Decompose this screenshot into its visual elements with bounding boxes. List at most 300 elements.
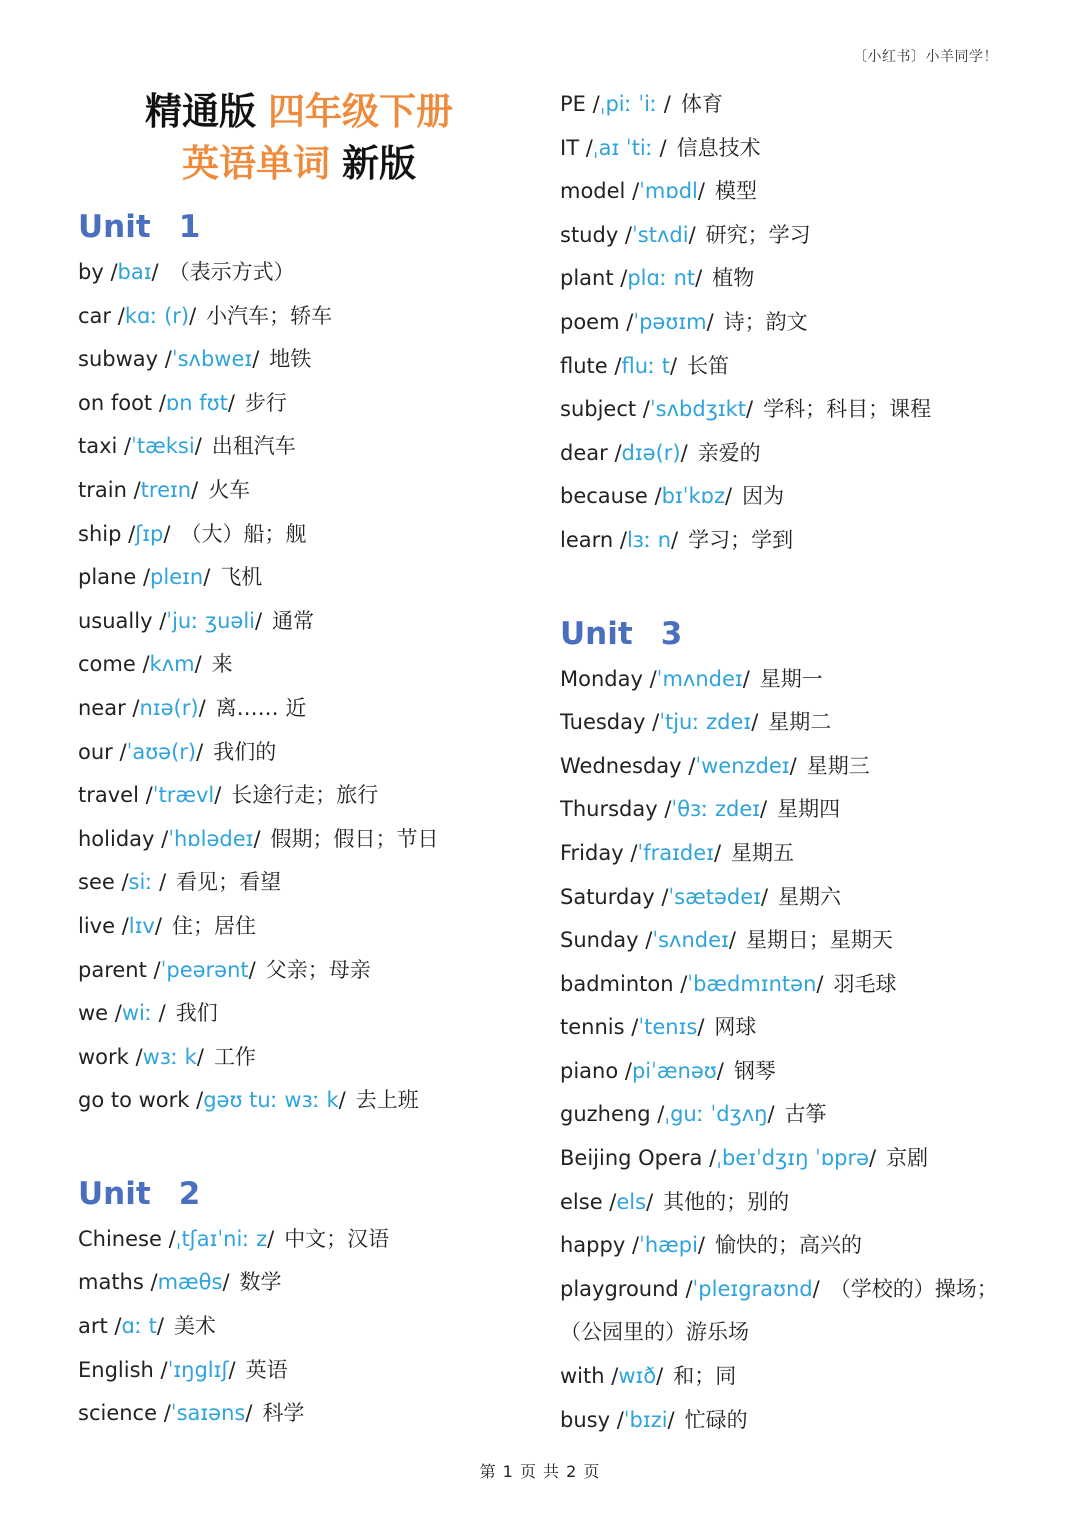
entry-word: usually bbox=[78, 608, 153, 633]
entry-meaning: 我们的 bbox=[213, 739, 277, 764]
phonetic-close-slash: / bbox=[252, 347, 260, 372]
entry-meaning: 出租汽车 bbox=[211, 434, 296, 459]
vocab-entry bbox=[78, 818, 548, 862]
phonetic-close-slash: / bbox=[214, 783, 222, 808]
entry-meaning: 长笛 bbox=[687, 353, 730, 378]
phonetic-open-slash: / bbox=[681, 753, 696, 778]
phonetic-open-slash: / bbox=[136, 565, 151, 590]
vocab-entry bbox=[78, 643, 548, 687]
vocab-entry bbox=[560, 1399, 1030, 1443]
entry-word: playground bbox=[560, 1276, 679, 1301]
entry-phonetic: ˈaʊə(r) bbox=[126, 739, 197, 764]
entry-phonetic: dɪə(r) bbox=[621, 440, 681, 465]
vocab-entry bbox=[560, 788, 1030, 832]
entry-meaning: 古筝 bbox=[784, 1102, 827, 1127]
vocab-entry bbox=[560, 170, 1030, 214]
entry-word: subject bbox=[560, 397, 637, 422]
entry-phonetic: lɪv bbox=[128, 913, 155, 938]
entry-word: poem bbox=[560, 309, 620, 334]
entry-phonetic: siː bbox=[128, 870, 160, 895]
phonetic-close-slash: / bbox=[163, 521, 171, 546]
entry-word: with bbox=[560, 1364, 605, 1389]
phonetic-open-slash: / bbox=[602, 1189, 617, 1214]
phonetic-open-slash: / bbox=[138, 783, 153, 808]
vocab-entry bbox=[560, 1181, 1030, 1225]
entry-meaning: 工作 bbox=[213, 1044, 256, 1069]
vocab-entry bbox=[560, 1137, 1030, 1181]
phonetic-open-slash: / bbox=[152, 608, 167, 633]
phonetic-open-slash: / bbox=[618, 222, 633, 247]
phonetic-close-slash: / bbox=[697, 179, 705, 204]
phonetic-close-slash: / bbox=[646, 1189, 654, 1214]
phonetic-open-slash: / bbox=[585, 92, 600, 116]
phonetic-open-slash: / bbox=[618, 1058, 632, 1083]
unit-heading bbox=[78, 1171, 548, 1218]
entry-meaning: 忙碌的 bbox=[684, 1407, 748, 1432]
vocab-entry bbox=[78, 251, 548, 295]
vocab-entry bbox=[78, 556, 548, 600]
phonetic-open-slash: / bbox=[157, 1401, 171, 1426]
entry-word: live bbox=[78, 913, 116, 938]
phonetic-close-slash: / bbox=[746, 397, 754, 422]
phonetic-close-slash: / bbox=[154, 913, 162, 938]
phonetic-open-slash: / bbox=[625, 1233, 640, 1258]
entry-phonetic: kɑː (r) bbox=[124, 303, 190, 328]
vocab-entry bbox=[78, 731, 548, 775]
entry-phonetic: piˈænəʊ bbox=[631, 1058, 717, 1083]
entry-meaning: 星期四 bbox=[777, 797, 841, 822]
entry-phonetic: ˈwenzdeɪ bbox=[695, 753, 790, 778]
entry-phonetic: lɜː n bbox=[626, 527, 672, 552]
entry-phonetic: ˌpiː ˈiː bbox=[599, 92, 664, 116]
entry-word: English bbox=[78, 1357, 154, 1382]
entry-meaning: 星期日；星期天 bbox=[745, 928, 893, 953]
phonetic-close-slash: / bbox=[697, 1233, 705, 1258]
entry-word: tennis bbox=[560, 1015, 625, 1040]
entry-word: our bbox=[78, 739, 113, 764]
entry-meaning: 星期一 bbox=[759, 666, 823, 691]
entry-phonetic: ˈtrævl bbox=[152, 783, 215, 808]
phonetic-open-slash: / bbox=[657, 797, 672, 822]
entry-word: plant bbox=[560, 266, 614, 291]
entry-word: on foot bbox=[78, 390, 153, 415]
vocab-entry bbox=[560, 832, 1030, 876]
entry-meaning: 我们 bbox=[175, 1001, 218, 1026]
entry-word: car bbox=[78, 303, 112, 328]
phonetic-close-slash: / bbox=[667, 1407, 675, 1432]
unit-label: Unit bbox=[78, 209, 151, 245]
phonetic-close-slash: / bbox=[716, 1058, 724, 1083]
entry-word: Sunday bbox=[560, 928, 639, 953]
entry-word: train bbox=[78, 477, 127, 502]
left-column bbox=[78, 204, 548, 1436]
entry-phonetic: ɑː t bbox=[121, 1314, 157, 1339]
unit-label: Unit bbox=[560, 615, 633, 652]
vocab-entry bbox=[560, 1268, 1030, 1312]
entry-meaning: 诗；韵文 bbox=[723, 309, 808, 334]
entry-phonetic: plɑː nt bbox=[627, 266, 696, 291]
entry-phonetic: gəʊ tuː wɜː k bbox=[203, 1088, 339, 1113]
entry-phonetic: ˈmʌndeɪ bbox=[656, 666, 743, 691]
vocab-entry bbox=[560, 1224, 1030, 1268]
vocab-entry bbox=[560, 963, 1030, 1007]
phonetic-close-slash: / bbox=[663, 92, 671, 116]
vocab-entry bbox=[560, 1050, 1030, 1094]
entry-meaning: 地铁 bbox=[269, 347, 312, 372]
entry-meaning: 京剧 bbox=[886, 1146, 929, 1171]
phonetic-close-slash: / bbox=[159, 870, 167, 895]
phonetic-open-slash: / bbox=[619, 309, 634, 334]
unit-label: Unit bbox=[78, 1175, 151, 1212]
entry-word: subway bbox=[78, 347, 159, 372]
phonetic-close-slash: / bbox=[789, 753, 797, 778]
entry-word: plane bbox=[78, 565, 137, 590]
phonetic-open-slash: / bbox=[636, 397, 650, 422]
entry-word: near bbox=[78, 695, 126, 720]
phonetic-close-slash: / bbox=[706, 309, 714, 334]
entry-word: science bbox=[78, 1401, 158, 1426]
phonetic-close-slash: / bbox=[245, 1401, 253, 1426]
vocab-entry bbox=[78, 1218, 548, 1262]
unit-number: 1 bbox=[178, 209, 201, 245]
phonetic-close-slash: / bbox=[728, 928, 736, 953]
entry-phonetic: treɪn bbox=[140, 477, 192, 502]
phonetic-open-slash: / bbox=[152, 390, 166, 415]
vocab-entry bbox=[78, 687, 548, 731]
phonetic-close-slash: / bbox=[194, 434, 202, 459]
entry-phonetic: ˈθɜː zdeɪ bbox=[671, 797, 761, 822]
entry-meaning: 亲爱的 bbox=[697, 440, 761, 465]
entry-phonetic: ˈsʌbweɪ bbox=[171, 347, 253, 372]
entry-meaning: 研究；学习 bbox=[705, 222, 811, 247]
phonetic-close-slash: / bbox=[713, 840, 722, 865]
entry-phonetic: ˈpleɪgraʊnd bbox=[692, 1276, 813, 1301]
phonetic-open-slash: / bbox=[623, 840, 638, 865]
entry-word: busy bbox=[560, 1407, 611, 1432]
vocab-entry bbox=[560, 745, 1030, 789]
entry-meaning: 小汽车；轿车 bbox=[206, 303, 333, 328]
entry-phonetic: ˈbædmɪntən bbox=[687, 971, 817, 996]
entry-phonetic: wɪð bbox=[618, 1364, 657, 1389]
vocab-entry bbox=[560, 1355, 1030, 1399]
phonetic-open-slash: / bbox=[112, 739, 127, 764]
entry-word: go to work bbox=[78, 1088, 190, 1113]
phonetic-open-slash: / bbox=[673, 971, 688, 996]
entry-phonetic: baɪ bbox=[117, 260, 152, 284]
entry-meaning: 模型 bbox=[714, 179, 757, 204]
phonetic-close-slash: / bbox=[695, 266, 703, 291]
entry-meaning: （学校的）操场； bbox=[829, 1276, 998, 1301]
entry-meaning: （表示方式） bbox=[168, 260, 295, 284]
phonetic-close-slash: / bbox=[194, 652, 202, 677]
vocab-entry bbox=[78, 1261, 548, 1305]
entry-word: Thursday bbox=[560, 797, 658, 822]
vocab-entry bbox=[78, 295, 548, 339]
entry-phonetic: els bbox=[616, 1189, 647, 1214]
entry-phonetic: wɜː k bbox=[142, 1044, 197, 1069]
vocab-entry bbox=[560, 1006, 1030, 1050]
vocab-entry bbox=[78, 774, 548, 818]
phonetic-close-slash: / bbox=[158, 1001, 166, 1026]
phonetic-open-slash: / bbox=[135, 652, 150, 677]
entry-word: study bbox=[560, 222, 619, 247]
entry-phonetic: ˈtjuː zdeɪ bbox=[659, 710, 752, 735]
section-spacer bbox=[78, 1123, 548, 1171]
entry-word: come bbox=[78, 652, 136, 677]
vocab-entry bbox=[78, 469, 548, 513]
entry-meaning: 钢琴 bbox=[733, 1058, 776, 1083]
phonetic-close-slash: / bbox=[191, 477, 199, 502]
entry-meaning: 美术 bbox=[173, 1314, 216, 1339]
phonetic-close-slash: / bbox=[816, 971, 824, 996]
phonetic-open-slash: / bbox=[610, 1407, 624, 1432]
vocab-entry bbox=[560, 345, 1030, 389]
entry-phonetic: ˌaɪ ˈtiː bbox=[592, 135, 660, 160]
entry-word: maths bbox=[78, 1270, 144, 1295]
entry-word: ship bbox=[78, 521, 122, 546]
vocab-entry bbox=[560, 257, 1030, 301]
phonetic-open-slash: / bbox=[625, 179, 640, 204]
entry-word: parent bbox=[78, 957, 147, 982]
phonetic-close-slash: / bbox=[697, 1015, 705, 1040]
phonetic-close-slash: / bbox=[725, 484, 733, 509]
entry-meaning: 假期；假日；节日 bbox=[270, 826, 439, 851]
phonetic-close-slash: / bbox=[760, 884, 769, 909]
entry-phonetic: nɪə(r) bbox=[139, 695, 199, 720]
section-spacer bbox=[560, 563, 1030, 611]
phonetic-open-slash: / bbox=[613, 266, 628, 291]
phonetic-open-slash: / bbox=[114, 870, 129, 895]
entry-meaning: 愉快的；高兴的 bbox=[715, 1233, 862, 1258]
page-number: 第 1 页 共 2 页 bbox=[479, 1462, 601, 1481]
entry-word: model bbox=[560, 179, 626, 204]
phonetic-open-slash: / bbox=[645, 710, 660, 735]
phonetic-close-slash: / bbox=[203, 565, 211, 590]
entry-word: dear bbox=[560, 440, 608, 465]
phonetic-close-slash: / bbox=[751, 710, 759, 735]
phonetic-open-slash: / bbox=[121, 521, 136, 546]
vocab-entry bbox=[78, 905, 548, 949]
entry-phonetic: pleɪn bbox=[150, 565, 204, 590]
vocab-entry bbox=[560, 1093, 1030, 1137]
phonetic-open-slash: / bbox=[579, 135, 593, 160]
entry-meaning: 学习；学到 bbox=[688, 527, 794, 552]
phonetic-close-slash: / bbox=[267, 1226, 275, 1251]
entry-phonetic: ɒn fʊt bbox=[165, 390, 228, 415]
entry-word: work bbox=[78, 1044, 129, 1069]
phonetic-open-slash: / bbox=[607, 353, 622, 378]
vocab-entry bbox=[78, 949, 548, 993]
entry-meaning-continued: （公园里的）游乐场 bbox=[560, 1320, 749, 1345]
entry-word: flute bbox=[560, 353, 608, 378]
vocab-entry bbox=[78, 425, 548, 469]
entry-meaning: 科学 bbox=[262, 1401, 305, 1426]
vocab-entry bbox=[560, 919, 1030, 963]
phonetic-close-slash: / bbox=[671, 527, 679, 552]
entry-word: PE bbox=[560, 92, 586, 116]
entry-phonetic: ˌtʃaɪˈniː z bbox=[175, 1226, 268, 1251]
phonetic-close-slash: / bbox=[253, 826, 261, 851]
entry-meaning: 看见；看望 bbox=[176, 870, 282, 895]
entry-meaning: 中文；汉语 bbox=[284, 1226, 390, 1251]
entry-meaning: 因为 bbox=[742, 484, 785, 509]
phonetic-open-slash: / bbox=[108, 1001, 122, 1026]
phonetic-open-slash: / bbox=[624, 1015, 639, 1040]
title-line-2 bbox=[78, 138, 520, 190]
right-column bbox=[560, 83, 1030, 1442]
entry-meaning: 星期六 bbox=[778, 884, 842, 909]
entry-meaning: （大）船；舰 bbox=[180, 521, 307, 546]
entry-phonetic: ˈhæpi bbox=[639, 1233, 698, 1258]
entry-phonetic: ˈsʌndeɪ bbox=[652, 928, 729, 953]
entry-word: Beijing Opera bbox=[560, 1146, 703, 1171]
phonetic-close-slash: / bbox=[248, 957, 256, 982]
entry-phonetic: ˈhɒlədeɪ bbox=[168, 826, 254, 851]
vocab-entry bbox=[560, 388, 1030, 432]
title-edition: 精通版 bbox=[145, 90, 256, 133]
unit-heading bbox=[560, 611, 1030, 658]
phonetic-close-slash: / bbox=[196, 739, 204, 764]
entry-phonetic: ˈpeərənt bbox=[160, 957, 249, 982]
phonetic-open-slash: / bbox=[654, 884, 669, 909]
vocab-entry bbox=[560, 127, 1030, 171]
phonetic-close-slash: / bbox=[688, 222, 696, 247]
entry-phonetic: ˌbeɪˈdʒɪŋ ˈɒprə bbox=[716, 1146, 870, 1171]
entry-meaning: 离…… 近 bbox=[215, 695, 307, 720]
entry-meaning: 去上班 bbox=[355, 1088, 419, 1113]
entry-meaning: 体育 bbox=[680, 92, 723, 116]
vocab-entry bbox=[78, 600, 548, 644]
phonetic-close-slash: / bbox=[869, 1146, 877, 1171]
entry-word: by bbox=[78, 260, 104, 284]
phonetic-open-slash: / bbox=[153, 1357, 168, 1382]
phonetic-open-slash: / bbox=[111, 303, 125, 328]
vocab-entry bbox=[560, 83, 1030, 127]
phonetic-open-slash: / bbox=[650, 1102, 665, 1127]
entry-meaning: 飞机 bbox=[220, 565, 263, 590]
phonetic-open-slash: / bbox=[117, 434, 132, 459]
vocab-entry bbox=[560, 475, 1030, 519]
entry-meaning: 其他的；别的 bbox=[663, 1189, 790, 1214]
unit-number: 2 bbox=[178, 1175, 201, 1212]
entry-phonetic: ˈtæksi bbox=[131, 434, 195, 459]
phonetic-open-slash: / bbox=[125, 695, 140, 720]
phonetic-open-slash: / bbox=[126, 477, 141, 502]
entry-word: Tuesday bbox=[560, 710, 646, 735]
entry-meaning: 住；居住 bbox=[171, 913, 256, 938]
vocab-entry bbox=[78, 513, 548, 557]
vocab-entry bbox=[78, 1392, 548, 1436]
entry-meaning: 步行 bbox=[244, 390, 287, 415]
phonetic-close-slash: / bbox=[767, 1102, 775, 1127]
phonetic-open-slash: / bbox=[638, 928, 653, 953]
entry-meaning: 星期五 bbox=[731, 840, 795, 865]
vocab-entry bbox=[560, 519, 1030, 563]
vocab-entry bbox=[560, 876, 1030, 920]
phonetic-close-slash: / bbox=[189, 303, 197, 328]
entry-phonetic: ˈsætədeɪ bbox=[668, 884, 761, 909]
vocab-entry bbox=[560, 214, 1030, 258]
phonetic-close-slash: / bbox=[680, 440, 688, 465]
vocab-entry bbox=[78, 1079, 548, 1123]
entry-phonetic: ˈbɪzi bbox=[623, 1407, 668, 1432]
phonetic-close-slash: / bbox=[198, 695, 206, 720]
phonetic-close-slash: / bbox=[196, 1044, 204, 1069]
vocab-entry bbox=[78, 382, 548, 426]
phonetic-open-slash: / bbox=[158, 347, 172, 372]
entry-phonetic: bɪˈkɒz bbox=[661, 484, 726, 509]
header-note: 〔小红书〕小羊同学！ bbox=[853, 49, 998, 65]
phonetic-close-slash: / bbox=[255, 608, 263, 633]
entry-word: Chinese bbox=[78, 1226, 162, 1251]
vocab-entry bbox=[560, 658, 1030, 702]
vocab-entry bbox=[78, 861, 548, 905]
entry-word: see bbox=[78, 870, 115, 895]
entry-word: else bbox=[560, 1189, 603, 1214]
phonetic-open-slash: / bbox=[678, 1276, 693, 1301]
phonetic-open-slash: / bbox=[189, 1088, 204, 1113]
entry-word: we bbox=[78, 1001, 109, 1026]
unit-heading bbox=[78, 204, 548, 251]
entry-word: holiday bbox=[78, 826, 155, 851]
vocab-entry bbox=[78, 1305, 548, 1349]
unit-number: 3 bbox=[660, 615, 683, 652]
phonetic-open-slash: / bbox=[161, 1226, 176, 1251]
entry-word: Friday bbox=[560, 840, 624, 865]
entry-meaning: 长途行走；旅行 bbox=[231, 783, 379, 808]
entry-phonetic: ˈjuː ʒuəli bbox=[166, 608, 255, 633]
phonetic-close-slash: / bbox=[151, 260, 159, 284]
phonetic-close-slash: / bbox=[156, 1314, 164, 1339]
phonetic-open-slash: / bbox=[143, 1270, 158, 1295]
entry-phonetic: ˈsʌbdʒɪkt bbox=[649, 397, 747, 422]
entry-word: piano bbox=[560, 1058, 619, 1083]
vocab-entry-continuation bbox=[560, 1311, 1030, 1355]
phonetic-open-slash: / bbox=[647, 484, 662, 509]
entry-word: learn bbox=[560, 527, 614, 552]
phonetic-open-slash: / bbox=[115, 913, 129, 938]
phonetic-close-slash: / bbox=[812, 1276, 820, 1301]
document-title bbox=[78, 86, 520, 190]
entry-phonetic: mæθs bbox=[157, 1270, 223, 1295]
entry-phonetic: ˈsaɪəns bbox=[170, 1401, 246, 1426]
title-grade: 四年级下册 bbox=[268, 90, 453, 133]
vocab-entry bbox=[78, 992, 548, 1036]
entry-phonetic: ˈpəʊɪm bbox=[633, 309, 707, 334]
entry-phonetic: ˈɪŋglɪʃ bbox=[167, 1357, 229, 1382]
phonetic-close-slash: / bbox=[338, 1088, 346, 1113]
vocab-entry bbox=[560, 701, 1030, 745]
entry-word: art bbox=[78, 1314, 108, 1339]
entry-word: Saturday bbox=[560, 884, 655, 909]
entry-phonetic: ˈstʌdi bbox=[632, 222, 689, 247]
entry-meaning: 通常 bbox=[272, 608, 315, 633]
entry-phonetic: ʃɪp bbox=[135, 521, 164, 546]
phonetic-close-slash: / bbox=[670, 353, 678, 378]
phonetic-open-slash: / bbox=[604, 1364, 619, 1389]
entry-phonetic: ˈmɒdl bbox=[639, 179, 698, 204]
entry-word: taxi bbox=[78, 434, 118, 459]
phonetic-close-slash: / bbox=[227, 390, 235, 415]
entry-meaning: 数学 bbox=[239, 1270, 282, 1295]
vocab-entry bbox=[78, 1349, 548, 1393]
entry-word: guzheng bbox=[560, 1102, 651, 1127]
phonetic-close-slash: / bbox=[656, 1364, 664, 1389]
phonetic-open-slash: / bbox=[154, 826, 169, 851]
entry-phonetic: ˈtenɪs bbox=[638, 1015, 698, 1040]
vocab-entry bbox=[560, 432, 1030, 476]
phonetic-open-slash: / bbox=[103, 260, 118, 284]
